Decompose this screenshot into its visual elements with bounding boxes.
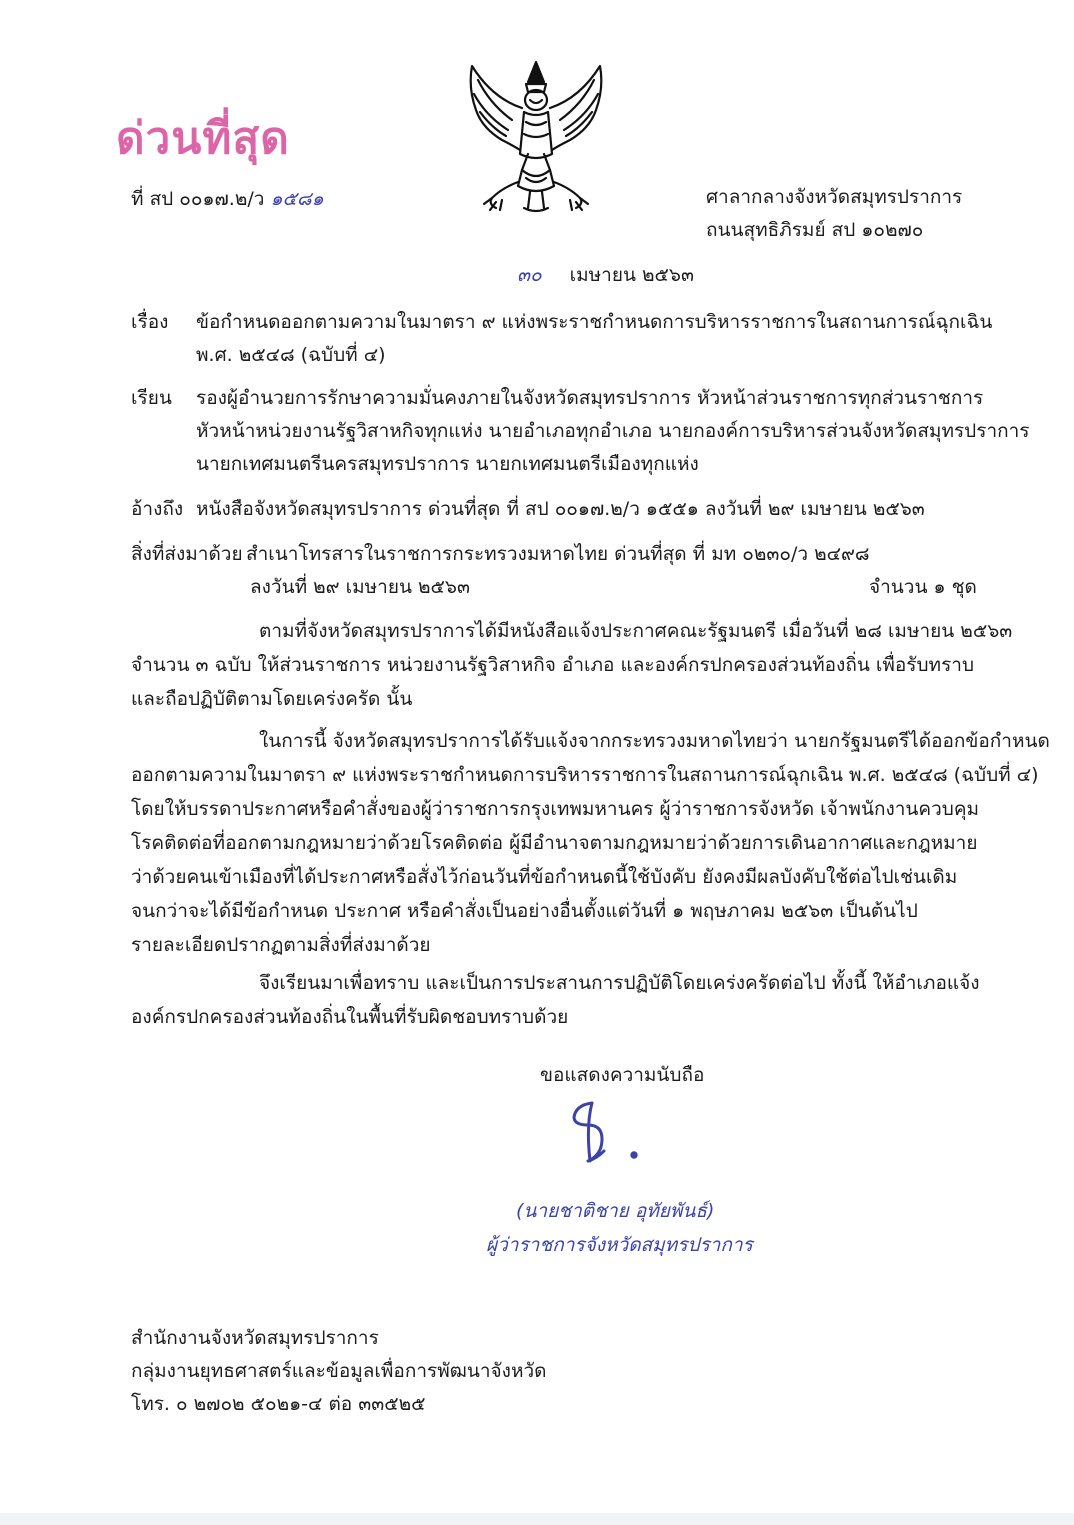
body-line: จนกว่าจะได้มีข้อกำหนด ประกาศ หรือคำสั่งเป็นอย่างอื่นตั้งแต่วันที่ ๑ พฤษภาคม ๒๕๖๓ เป็นต้นไป: [131, 900, 918, 922]
body-paragraph-1: [131, 614, 1013, 716]
document-number: [131, 186, 324, 212]
signer-title: ผู้ว่าราชการจังหวัดสมุทรปราการ: [486, 1234, 753, 1256]
enclosure-line2: ลงวันที่ ๒๙ เมษายน ๒๕๖๓: [250, 576, 470, 598]
subject-label: เรื่อง: [131, 311, 169, 333]
footer-phone: โทร. ๐ ๒๗๐๒ ๕๐๒๑-๔ ต่อ ๓๓๕๒๕: [131, 1393, 426, 1415]
enclosure-label: สิ่งที่ส่งมาด้วย: [131, 543, 243, 565]
footer-office: สำนักงานจังหวัดสมุทรปราการ: [131, 1327, 379, 1349]
body-line: จำนวน ๓ ฉบับ ให้ส่วนราชการ หน่วยงานรัฐวิสาหกิจ อำเภอ และองค์กรปกครองส่วนท้องถิ่น เพื่อรับทราบ: [131, 654, 975, 676]
body-paragraph-3: [131, 966, 980, 1034]
document-number-handwritten: ๑๕๘๑: [270, 188, 324, 210]
reference-label: อ้างถึง: [131, 498, 184, 520]
body-line: จึงเรียนมาเพื่อทราบ และเป็นการประสานการปฏิบัติโดยเคร่งครัดต่อไป ทั้งนี้ ให้อำเภอแจ้ง: [259, 972, 980, 994]
subject-line2: พ.ศ. ๒๕๔๘ (ฉบับที่ ๔): [196, 344, 386, 366]
document-number-prefix: ที่ สป ๐๐๑๗.๒/ว: [131, 188, 265, 210]
date-month-year: เมษายน ๒๕๖๓: [569, 264, 694, 286]
body-line: โดยให้บรรดาประกาศหรือคำสั่งของผู้ว่าราชการกรุงเทพมหานคร ผู้ว่าราชการจังหวัด เจ้าพนักงานควบคุม: [131, 798, 980, 820]
body-line: โรคติดต่อที่ออกตามกฎหมายว่าด้วยโรคติดต่อ ผู้มีอำนาจตามกฎหมายว่าด้วยการเดินอากาศและกฎหมาย: [131, 832, 978, 854]
body-line: ในการนี้ จังหวัดสมุทรปราการได้รับแจ้งจากกระทรวงมหาดไทยว่า นายกรัฐมนตรีได้ออกข้อกำหนด: [259, 730, 1050, 752]
body-line: องค์กรปกครองส่วนท้องถิ่นในพื้นที่รับผิดชอบทราบด้วย: [131, 1006, 569, 1028]
document-date: [517, 262, 694, 288]
body-line: ว่าด้วยคนเข้าเมืองที่ได้ประกาศหรือสั่งไว้ก่อนวันที่ข้อกำหนดนี้ใช้บังคับ ยังคงมีผลบังคับใช้ต่อไปเช่นเดิม: [131, 866, 958, 888]
subject-line1: ข้อกำหนดออกตามความในมาตรา ๙ แห่งพระราชกำหนดการบริหารราชการในสถานการณ์ฉุกเฉิน: [196, 311, 993, 333]
signer-name: (นายชาติชาย อุทัยพันธ์): [516, 1200, 715, 1222]
reference-text: หนังสือจังหวัดสมุทรปราการ ด่วนที่สุด ที่ สป ๐๐๑๗.๒/ว ๑๕๕๑ ลงวันที่ ๒๙ เมษายน ๒๕๖๓: [196, 498, 925, 520]
recipient-line1: รองผู้อำนวยการรักษาความมั่นคงภายในจังหวัดสมุทรปราการ หัวหน้าส่วนราชการทุกส่วนราชการ: [196, 387, 984, 409]
date-day-handwritten: ๓๐: [517, 264, 542, 286]
body-paragraph-2: [131, 724, 1050, 962]
body-line: และถือปฏิบัติตามโดยเคร่งครัด นั้น: [131, 688, 413, 710]
enclosure-line1: สำเนาโทรสารในราชการกระทรวงมหาดไทย ด่วนที่สุด ที่ มท ๐๒๓๐/ว ๒๔๙๘: [246, 543, 870, 565]
recipient-label: เรียน: [131, 387, 172, 409]
body-line: ออกตามความในมาตรา ๙ แห่งพระราชกำหนดการบริหารราชการในสถานการณ์ฉุกเฉิน พ.ศ. ๒๕๔๘ (ฉบับที่ ๔): [131, 764, 1039, 786]
urgent-stamp: ด่วนที่สุด: [116, 113, 290, 164]
bottom-strip: [0, 1513, 1074, 1525]
body-line: รายละเอียดปรากฏตามสิ่งที่ส่งมาด้วย: [131, 934, 431, 956]
closing-salutation: ขอแสดงความนับถือ: [540, 1064, 705, 1086]
body-line: ตามที่จังหวัดสมุทรปราการได้มีหนังสือแจ้งประกาศคณะรัฐมนตรี เมื่อวันที่ ๒๘ เมษายน ๒๕๖๓: [259, 620, 1013, 642]
enclosure-quantity: จำนวน ๑ ชุด: [869, 576, 977, 598]
recipient-line2: หัวหน้าหน่วยงานรัฐวิสาหกิจทุกแห่ง นายอำเภอทุกอำเภอ นายกองค์การบริหารส่วนจังหวัดสมุทรปราการ: [196, 420, 1030, 442]
garuda-emblem-icon: [462, 58, 610, 218]
office-address-line1: ศาลากลางจังหวัดสมุทรปราการ: [706, 186, 963, 208]
footer-division: กลุ่มงานยุทธศาสตร์และข้อมูลเพื่อการพัฒนาจังหวัด: [131, 1360, 547, 1382]
recipient-line3: นายกเทศมนตรีนครสมุทรปราการ นายกเทศมนตรีเมืองทุกแห่ง: [196, 453, 699, 475]
signature-icon: [562, 1095, 652, 1175]
office-address-line2: ถนนสุทธิภิรมย์ สป ๑๐๒๗๐: [706, 219, 924, 241]
